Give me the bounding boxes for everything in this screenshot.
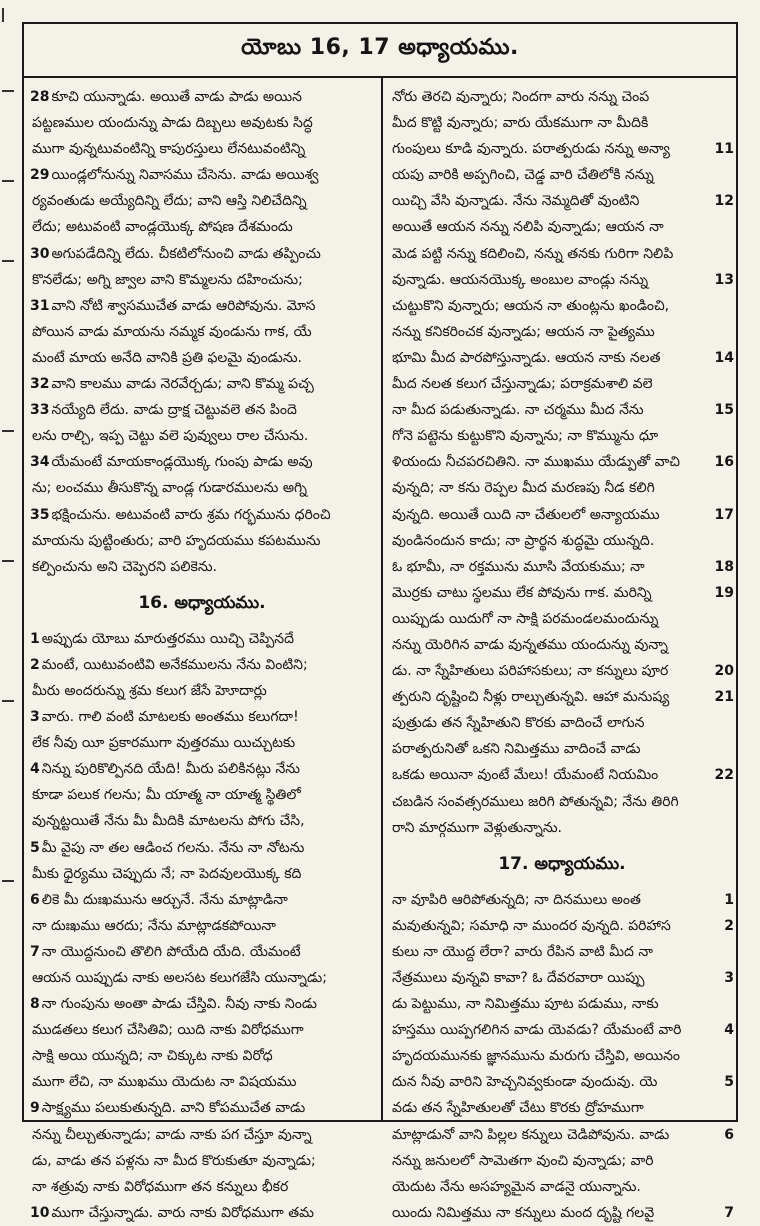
verse-text: యిందు నిమిత్తము నా కన్నులు మంద దృష్టి గలవై (392, 1204, 655, 1221)
verse-text: నా మీద పడుతున్నాడు. నా చర్మము మీద నేను (392, 402, 644, 419)
verse-number: 1 (30, 630, 40, 647)
verse-number: 5 (724, 1074, 734, 1091)
text-line (30, 554, 374, 580)
verse-number: 34 (30, 454, 50, 471)
verse-text: త్పరుని దృష్టించి నీళ్లు రాల్చుతున్నవి. ఆహా మనుష్య (392, 689, 670, 706)
text-line (390, 736, 734, 762)
verse-text: ముగా చేస్తున్నాడు. వారు నాకు విరోధముగా తమ (51, 1204, 314, 1221)
text-line (390, 991, 734, 1017)
verse-text: డు. నా స్నేహితులు పరిహాసకులు; నా కన్నులు పూర (392, 663, 669, 680)
verse-number: 30 (30, 245, 50, 262)
verse-text: దున నీవు వారిని హెచ్చనివ్వకుండా వుందువు. యె (392, 1074, 658, 1091)
verse-text: భూమి మీద పారపోస్తున్నాడు. ఆయన నాకు నలత (392, 349, 661, 366)
margin-mark (2, 90, 14, 92)
verse-text: మెడ పట్టి నన్ను కదిలించి, నన్ను తనకు గురిగా నిలిపి (392, 245, 674, 262)
verse-number: 29 (30, 167, 50, 184)
verse-text: మీద నలత కలుగ చేస్తున్నాడు; పరాక్రమశాలి వలె (392, 376, 653, 393)
verse-text: వున్నాడు. ఆయనయొక్క అంబుల వాండ్లు నన్ను (392, 271, 649, 288)
verse-number: 11 (714, 141, 734, 158)
text-line (390, 913, 734, 939)
verse-text: నిన్ను పురికొల్పినది యేది! మీరు పలికినట్లు నేను (41, 761, 300, 778)
verse-text: మాట్లాడునో వాని పిల్లల కన్నులు చెడిపోవును. వాడు (392, 1126, 670, 1143)
text-line (390, 815, 734, 841)
text-line (390, 762, 734, 788)
verse-number: 15 (714, 402, 734, 419)
verse-text: యపు వారికి అప్పగించి, చెడ్డ వారి చేతిలోకి నన్ను (392, 167, 654, 184)
column-divider (381, 76, 383, 1120)
verse-text: నేత్రములు వున్నవి కావా? ఓ దేవరవారా యిప్పు (392, 970, 645, 986)
verse-number: 7 (30, 943, 40, 960)
verse-text: చుట్టుకొని వున్నారు; ఆయన నా తుంట్లను ఖండించి, (392, 297, 670, 314)
margin-mark (2, 430, 14, 432)
text-line (390, 554, 734, 580)
margin-mark (2, 260, 14, 262)
text-line (390, 1122, 734, 1148)
text-line (390, 1174, 734, 1200)
verse-number: 2 (724, 917, 734, 934)
verse-number: 14 (714, 349, 734, 366)
verse-number: 18 (714, 558, 734, 575)
text-line (390, 1148, 734, 1174)
text-line (30, 423, 374, 449)
text-line (390, 110, 734, 136)
text-line (30, 136, 374, 162)
text-line (30, 1200, 374, 1226)
verse-text: నన్ను జనులలో సామెతగా వుంచి వున్నాడు; వారి (392, 1152, 654, 1169)
verse-text: నయ్యేది లేదు. వాడు ద్రాక్ష చెట్టువలె తన పిందె (51, 402, 297, 419)
verse-number: 3 (30, 709, 40, 726)
verse-text: వడు తన స్నేహితులతో చేటు కొరకు ద్రోహముగా (392, 1100, 644, 1117)
verse-number: 8 (30, 996, 40, 1013)
verse-text: కులు నా యొద్ద లేరా? వారు రేపిన వాటి మీద నా (392, 943, 653, 960)
text-line (390, 319, 734, 345)
text-line (30, 939, 374, 965)
verse-text: హస్తము యిప్పగలిగిన వాడు యెవడు? యేమంటే వారి (392, 1022, 682, 1039)
left-top-text (30, 84, 374, 580)
text-line (390, 267, 734, 293)
text-line (30, 808, 374, 834)
right-column (390, 84, 734, 1221)
text-line (390, 1017, 734, 1043)
verse-text: సాక్షి అయి యున్నది; నా చిక్కుట నాకు విరోధ (32, 1048, 273, 1065)
verse-number: 19 (714, 584, 734, 601)
verse-text: కూడా పలుక గలను; మీ యాత్మ నా యాత్మ స్థితిలో (32, 787, 301, 804)
verse-number: 28 (30, 89, 50, 105)
text-line (30, 110, 374, 136)
verse-text: నా శత్రువు నాకు విరోధముగా తన కన్నులు భీకర (32, 1178, 289, 1195)
text-line (30, 397, 374, 423)
verse-text: నా దుఃఖము ఆరదు; నేను మాట్లాడకపోయినా (32, 917, 276, 934)
page-title: యోబు 16, 17 అధ్యాయము. (241, 35, 519, 60)
verse-number: 5 (30, 839, 40, 856)
text-line (390, 1043, 734, 1069)
text-line (390, 710, 734, 736)
text-line (390, 1069, 734, 1095)
verse-text: చబడిన సంవత్సరములు జరిగి పోతున్నవి; నేను తిరిగి (392, 793, 679, 810)
text-line (30, 162, 374, 188)
right-top-text (390, 84, 734, 841)
text-line (390, 502, 734, 528)
page-header (24, 24, 736, 78)
text-line (390, 475, 734, 501)
text-line (390, 939, 734, 965)
verse-text: మాయను పుట్టింతురు; వారి హృదయము కపటమును (32, 532, 321, 549)
verse-text: మీకు ధైర్యము చెప్పుదు నే; నా పెదవులయొక్క కది (32, 865, 302, 882)
verse-text: మంటే, యిటువంటివి అనేకములను నేను వింటిని; (41, 656, 308, 673)
text-line (390, 423, 734, 449)
text-line (390, 188, 734, 214)
verse-text: వున్నట్టయితే నేను మీ మీదికి మాటలను పోగు చేసి, (32, 813, 305, 830)
text-line (30, 1148, 374, 1174)
text-line (30, 1069, 374, 1095)
margin-mark (2, 560, 14, 562)
text-line (390, 789, 734, 815)
verse-text: వాని కాలము వాడు నెరవేర్చడు; వాని కొమ్మ పచ్చ (51, 376, 314, 393)
text-line (390, 371, 734, 397)
text-line (30, 835, 374, 861)
text-line (390, 1200, 734, 1226)
verse-number: 20 (714, 663, 734, 680)
verse-text: లను రాల్చి, ఇప్ప చెట్టు వలె పువ్వులు రాల చేసును. (32, 428, 309, 445)
text-line (30, 267, 374, 293)
verse-text: పోయిన వాడు మాయను నమ్మక వుండును గాక, యే (32, 323, 312, 340)
verse-text: ఆయన యిప్పుడు నాకు అలసట కలుగజేసి యున్నాడు; (32, 970, 327, 986)
verse-text: ను; లంచము తీసుకొన్న వాండ్ల గుడారములను అగ్ని (32, 480, 307, 497)
text-line (390, 684, 734, 710)
verse-text: ముడతలు కలుగ చేసితివి; యిది నాకు విరోధముగా (32, 1022, 304, 1039)
verse-number: 1 (724, 891, 734, 908)
verse-text: ఒకడు అయినా వుంటే మేలు! యేమంటే నియమిం (392, 767, 659, 784)
verse-text: అగుపడేదిన్ని లేదు. చీకటిలోనుంచి వాడు తప్పించు (51, 245, 321, 262)
text-line (30, 345, 374, 371)
margin-mark (2, 8, 4, 22)
binding-margin (0, 0, 20, 1145)
verse-number: 32 (30, 376, 50, 393)
text-line (390, 293, 734, 319)
verse-text: లేదు; అటువంటి వాండ్లయొక్క పోషణ దేశమందు (32, 219, 293, 236)
text-line (30, 188, 374, 214)
text-line (390, 345, 734, 371)
text-line (30, 730, 374, 756)
text-line (30, 652, 374, 678)
text-line (390, 606, 734, 632)
verse-text: నా వూపిరి ఆరిపోతున్నది; నా దినములు అంత (392, 891, 641, 908)
verse-number: 3 (724, 970, 734, 986)
verse-text: వుండినందున కాదు; నా ప్రార్థన శుద్ధమై యున్నది. (392, 532, 655, 549)
verse-text: మొర్రకు చాటు స్థలము లేక పోవును గాక. మరిన్ని (392, 584, 652, 601)
verse-text: ముగా వున్నటువంటిన్ని కాపురస్తులు లేనటువంటిన్ని (32, 141, 306, 158)
text-line (30, 475, 374, 501)
text-line (390, 162, 734, 188)
text-line (30, 965, 374, 991)
verse-text: వారు. గాలి వంటి మాటలకు అంతము కలుగదా! (41, 709, 299, 726)
verse-text: ర్యవంతుడు అయ్యేదిన్ని లేదు; వాని ఆస్తి నిలిచేదిన్ని (32, 193, 307, 210)
verse-text: లికె మీ దుఃఖమును ఆర్చునే. నేను మాట్లాడినా (41, 891, 288, 908)
verse-text: గుంపులు కూడి వున్నారు. పరాత్పరుడు నన్ను అన్యా (392, 141, 670, 158)
text-line (30, 756, 374, 782)
text-line (390, 528, 734, 554)
verse-text: మీరు అందరున్ను శ్రమ కలుగ జేసే హెూదార్లు (32, 682, 267, 699)
verse-number: 6 (30, 891, 40, 908)
verse-text: వున్నది; నా కను రెప్పల మీద మరణపు నీడ కలిగి (392, 480, 655, 497)
verse-text: నా గుంపును అంతా పాడు చేస్తివి. నీవు నాకు నిండు (41, 996, 318, 1013)
verse-number: 2 (30, 656, 40, 673)
text-line (30, 704, 374, 730)
verse-number: 10 (30, 1204, 50, 1221)
text-line (390, 84, 734, 110)
margin-mark (2, 880, 14, 882)
verse-text: మవుతున్నవి; సమాధి నా ముందర వున్నది. పరిహాస (392, 917, 671, 934)
text-line (390, 241, 734, 267)
verse-number: 33 (30, 402, 50, 419)
verse-text: రాని మార్గముగా వెళ్లుతున్నాను. (392, 819, 562, 836)
verse-number: 31 (30, 297, 50, 314)
text-line (390, 397, 734, 423)
verse-text: మీ వైపు నా తల ఆడించ గలను. నేను నా నోటను (41, 839, 305, 856)
chapter-heading-17: 17. అధ్యాయము. (498, 853, 626, 874)
verse-number: 12 (714, 193, 734, 210)
text-line (30, 1174, 374, 1200)
verse-text: సాక్ష్యము పలుకుతున్నది. వాని కోపముచేత వాడు (41, 1100, 306, 1117)
verse-text: కొనలేడు; అగ్ని జ్వాల వాని కొమ్మలను దహించును; (32, 271, 303, 288)
verse-text: హృదయమునకు జ్ఞానమును మరుగు చేస్తివి, అయినం (392, 1048, 680, 1065)
text-line (390, 965, 734, 991)
text-line (390, 449, 734, 475)
verse-text: యిచ్చి వేసి వున్నాడు. నేను నెమ్మదితో వుంటిని (392, 193, 640, 210)
verse-text: లేక నీవు యీ ప్రకారముగా వుత్తరము యిచ్చుటకు (32, 735, 296, 752)
text-line (30, 1122, 374, 1148)
verse-text: నా యొద్దనుంచి తొలిగి పోయేది యేది. యేమంటే (41, 943, 301, 960)
left-column (30, 84, 374, 1221)
verse-number: 9 (30, 1100, 40, 1117)
text-line (30, 913, 374, 939)
verse-text: వాని నోటి శ్వాసముచేత వాడు ఆరిపోవును. మోస (51, 297, 316, 314)
verse-number: 35 (30, 506, 50, 523)
verse-number: 17 (714, 506, 734, 523)
chapter-heading-16: 16. అధ్యాయము. (138, 592, 266, 613)
verse-text: నన్ను యెరిగిన వాడు వున్నతము యందున్ను వున్నా (392, 636, 669, 653)
text-line (30, 1017, 374, 1043)
verse-text: ళియందు నీచపరచితిని. నా ముఖము యేడ్పుతో వాచి (392, 454, 680, 471)
verse-text: అయితే ఆయన నన్ను నలిపి వున్నాడు; ఆయన నా (392, 219, 664, 236)
text-line (30, 214, 374, 240)
text-line (30, 319, 374, 345)
verse-text: డు, వాడు తన పళ్లను నా మీద కొరుకుతూ వున్నాడు; (32, 1152, 316, 1169)
text-line (30, 887, 374, 913)
margin-mark (2, 180, 14, 182)
text-line (30, 241, 374, 267)
text-line (30, 782, 374, 808)
text-line (30, 293, 374, 319)
verse-text: పుత్రుడు తన స్నేహితుని కొరకు వాదించే లాగున (392, 715, 645, 732)
text-line (390, 214, 734, 240)
text-line (390, 887, 734, 913)
verse-text: పరాత్పరునితో ఒకని నిమిత్తము వాదించే వాడు (392, 741, 641, 758)
text-line (30, 1095, 374, 1121)
verse-text: యెదుట నేను అసహ్యమైన వాడనై యున్నాను. (392, 1178, 641, 1195)
verse-number: 7 (724, 1204, 734, 1221)
text-line (30, 84, 374, 110)
verse-number: 21 (714, 689, 734, 706)
verse-number: 13 (714, 271, 734, 288)
verse-number: 4 (724, 1022, 734, 1039)
verse-text: మీద కొట్టి వున్నారు; వారు యేకముగా నా మీదికి (392, 115, 649, 132)
text-line (30, 626, 374, 652)
verse-text: పట్టణముల యందున్ను పాడు దిబ్బలు అవుటకు సిద్ధ (32, 115, 313, 132)
text-line (390, 632, 734, 658)
verse-text: గోనె పట్టెను కుట్టుకొని వున్నాను; నా కొమ్మును ధూ (392, 428, 659, 445)
verse-text: ముగా లేచి, నా ముఖము యెదుట నా విషయము (32, 1074, 297, 1091)
verse-text: ఓ భూమీ, నా రక్తమును మూసి వేయకుము; నా (392, 558, 645, 575)
verse-text: యిండ్లలోనున్ను నివాసము చేసెను. వాడు అయిశ్వ (51, 167, 319, 184)
verse-number: 4 (30, 761, 40, 778)
left-bottom-text (30, 626, 374, 1226)
verse-text: భక్షించును. అటువంటి వారు శ్రమ గర్భమును ధరించి (51, 506, 331, 523)
text-line (390, 1095, 734, 1121)
verse-text: కూచి యున్నాడు. అయితే వాడు పాడు అయిన (51, 89, 302, 105)
text-line (30, 528, 374, 554)
text-line (30, 678, 374, 704)
text-line (30, 371, 374, 397)
verse-text: వున్నది. అయితే యిది నా చేతులలో అన్యాయము (392, 506, 660, 523)
verse-text: మంటే మాయ అనేది వానికి ప్రతి ఫలమై వుండును. (32, 349, 303, 366)
text-line (30, 449, 374, 475)
text-line (30, 1043, 374, 1069)
verse-text: నన్ను కనికరించక వున్నాడు; ఆయన నా పైత్యము (392, 323, 655, 340)
verse-number: 22 (714, 767, 734, 784)
verse-text: నన్ను చీల్చుతున్నాడు; వాడు నాకు పగ చేస్తూ వున్నా (32, 1126, 312, 1143)
text-line (390, 136, 734, 162)
verse-text: అప్పుడు యోబు మారుత్తరము యిచ్చి చెప్పినదే (41, 630, 294, 647)
verse-text: కల్పించును అని చెప్పెరని పలికెను. (32, 558, 217, 575)
page-frame (22, 22, 738, 1221)
text-line (30, 861, 374, 887)
verse-text: యేమంటే మాయకాండ్లయొక్క గుంపు పాడు అవు (51, 454, 313, 471)
margin-mark (2, 700, 14, 702)
verse-text: నోరు తెరచి వున్నారు; నిందగా వారు నన్ను చెంప (392, 89, 650, 105)
right-bottom-text (390, 887, 734, 1226)
verse-text: యిప్పుడు యిదుగో నా సాక్షి పరమండలమందున్ను (392, 610, 659, 627)
text-line (390, 658, 734, 684)
verse-number: 16 (714, 454, 734, 471)
text-line (390, 580, 734, 606)
text-line (30, 502, 374, 528)
text-line (30, 991, 374, 1017)
verse-number: 6 (724, 1126, 734, 1143)
verse-text: డు పెట్టుము, నా నిమిత్తము పూట పడుము, నాకు (392, 996, 659, 1013)
